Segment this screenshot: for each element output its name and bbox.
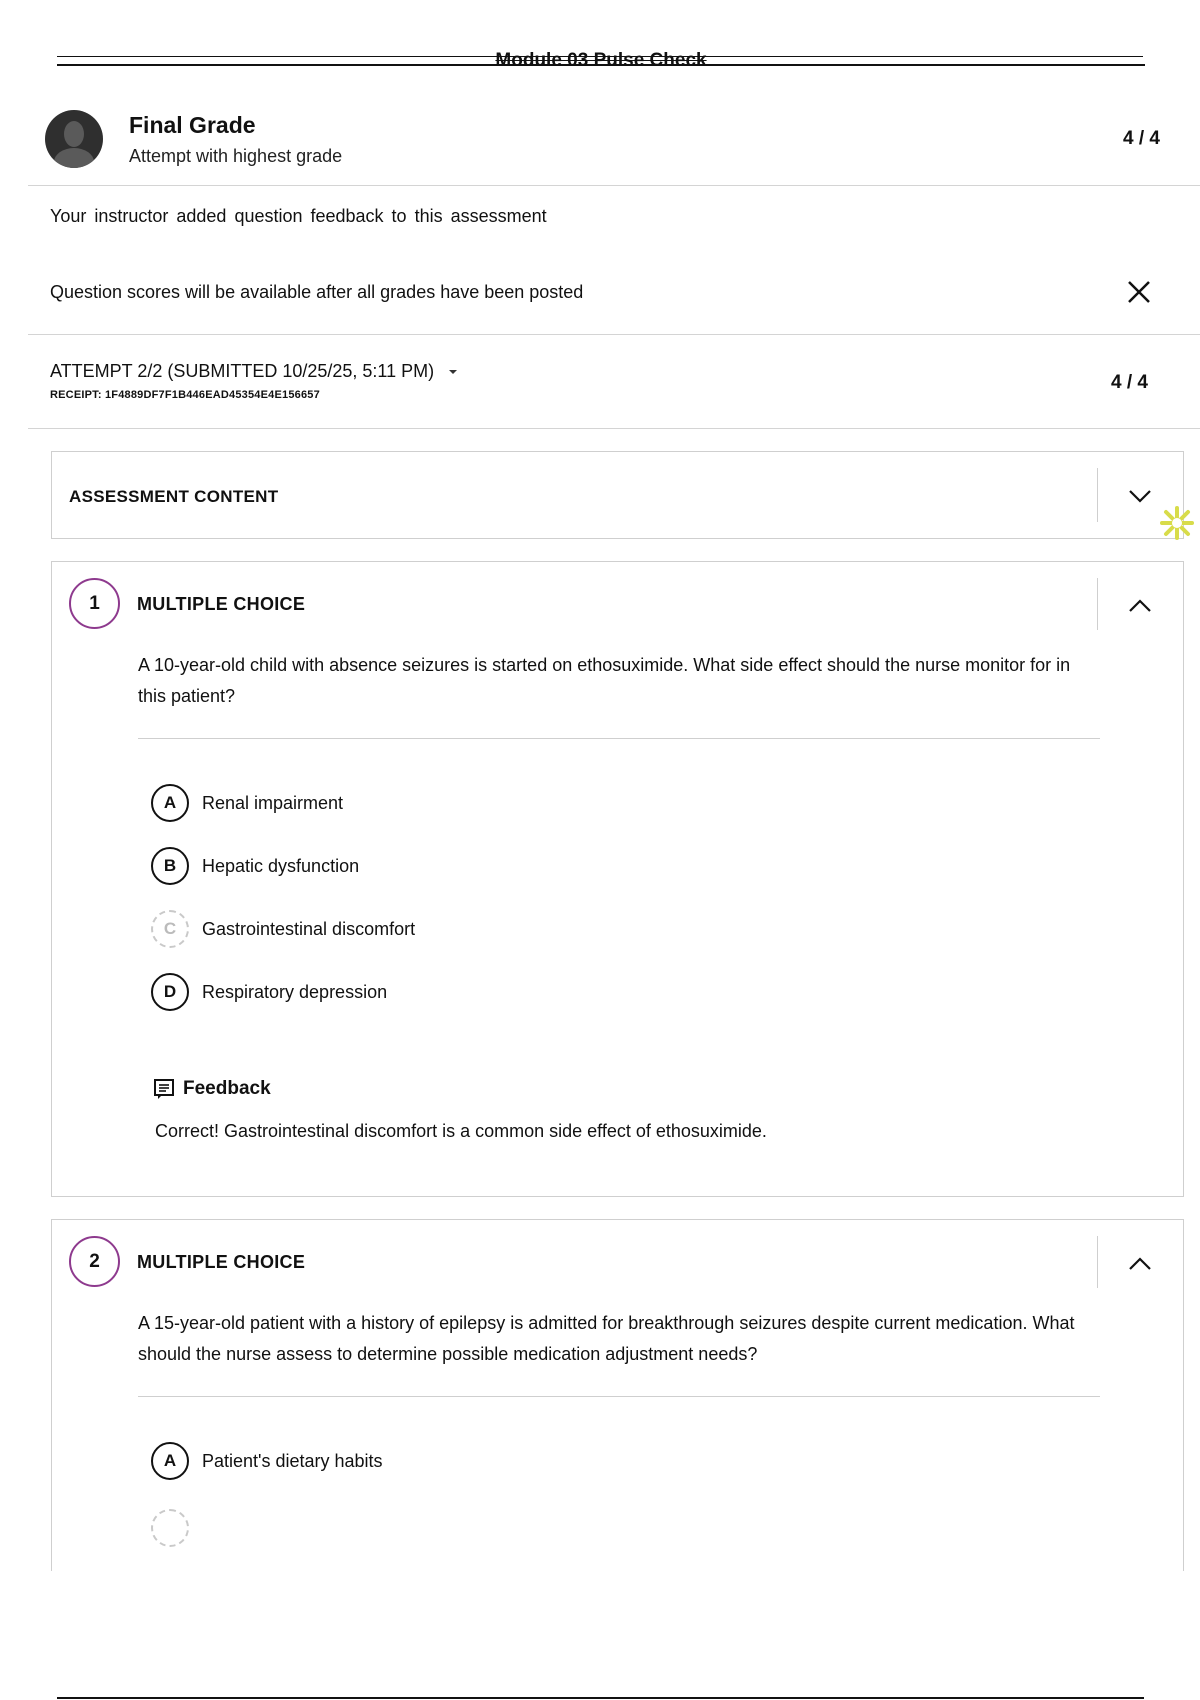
scores-pending-notice: Question scores will be available after all grades have been posted bbox=[50, 282, 584, 302]
option-letter: A bbox=[151, 784, 189, 822]
assessment-content-header[interactable] bbox=[51, 451, 1184, 539]
feedback-text: Correct! Gastrointestinal discomfort is a common side effect of ethosuximide. bbox=[155, 1121, 767, 1141]
chevron-up-icon bbox=[1124, 1248, 1156, 1280]
option-text: Respiratory depression bbox=[202, 981, 388, 1002]
caret-down-icon bbox=[447, 368, 459, 376]
feedback-label: Feedback bbox=[183, 1078, 271, 1099]
divider bbox=[138, 1396, 1100, 1397]
sparkle-icon bbox=[1158, 504, 1196, 542]
attempt-label: ATTEMPT 2/2 (SUBMITTED 10/25/25, 5:11 PM) bbox=[50, 361, 435, 381]
divider bbox=[1097, 1236, 1098, 1288]
final-grade-subtitle: Attempt with highest grade bbox=[129, 146, 343, 166]
option-letter: A bbox=[151, 1442, 189, 1480]
final-grade-title: Final Grade bbox=[129, 112, 256, 138]
collapse-question-button[interactable] bbox=[1124, 1248, 1156, 1280]
question-text: A 10-year-old child with absence seizures is started on ethosuximide. What side effect should the nurse monitor for in this patient? bbox=[138, 655, 1071, 706]
final-grade-row bbox=[28, 96, 1200, 186]
option-letter: C bbox=[151, 910, 189, 948]
option-text: Hepatic dysfunction bbox=[202, 855, 360, 876]
feedback-notice: Your instructor added question feedback to this assessment bbox=[50, 206, 547, 226]
close-icon bbox=[1122, 275, 1156, 309]
question-type: MULTIPLE CHOICE bbox=[137, 594, 306, 614]
option-letter bbox=[151, 1509, 189, 1547]
answer-option-a[interactable] bbox=[151, 1441, 383, 1481]
question-card bbox=[51, 561, 1184, 1197]
answer-option-b[interactable] bbox=[151, 1508, 189, 1548]
divider bbox=[138, 738, 1100, 739]
close-notice-button[interactable] bbox=[1122, 275, 1156, 309]
expand-assessment-button[interactable] bbox=[1124, 480, 1156, 512]
attempt-selector[interactable] bbox=[50, 361, 459, 382]
chevron-up-icon bbox=[1124, 590, 1156, 622]
bottom-rule bbox=[57, 1697, 1144, 1699]
answer-option-c[interactable] bbox=[151, 909, 415, 949]
question-number: 1 bbox=[69, 578, 120, 629]
answer-option-b[interactable] bbox=[151, 846, 359, 886]
chevron-down-icon bbox=[1124, 480, 1156, 512]
answer-option-a[interactable] bbox=[151, 783, 343, 823]
feedback-header bbox=[153, 1078, 271, 1100]
answer-option-d[interactable] bbox=[151, 972, 387, 1012]
page-title: Module 03 Pulse Check bbox=[495, 50, 707, 71]
option-text: Patient's dietary habits bbox=[202, 1450, 383, 1471]
option-text: Renal impairment bbox=[202, 792, 344, 813]
notice-panel bbox=[28, 187, 1200, 335]
avatar-icon bbox=[45, 110, 103, 168]
question-type: MULTIPLE CHOICE bbox=[137, 1252, 306, 1272]
attempt-score: 4 / 4 bbox=[1111, 372, 1148, 393]
receipt-id: RECEIPT: 1F4889DF7F1B446EAD45354E4E156657 bbox=[50, 389, 320, 401]
question-text: A 15-year-old patient with a history of epilepsy is admitted for breakthrough seizures despite current medication. What should the nurse assess to determine possible medication adjustment needs? bbox=[138, 1313, 1075, 1364]
divider bbox=[1097, 578, 1098, 630]
option-letter: D bbox=[151, 973, 189, 1011]
attempt-row bbox=[28, 336, 1200, 429]
divider bbox=[1097, 468, 1098, 522]
option-text: Gastrointestinal discomfort bbox=[202, 918, 416, 939]
feedback-icon bbox=[153, 1078, 175, 1100]
page-title-bar bbox=[57, 50, 1145, 72]
question-number: 2 bbox=[69, 1236, 120, 1287]
final-grade-score: 4 / 4 bbox=[1123, 128, 1160, 149]
question-card bbox=[51, 1219, 1184, 1571]
assessment-content-label: ASSESSMENT CONTENT bbox=[69, 487, 279, 506]
collapse-question-button[interactable] bbox=[1124, 590, 1156, 622]
option-letter: B bbox=[151, 847, 189, 885]
